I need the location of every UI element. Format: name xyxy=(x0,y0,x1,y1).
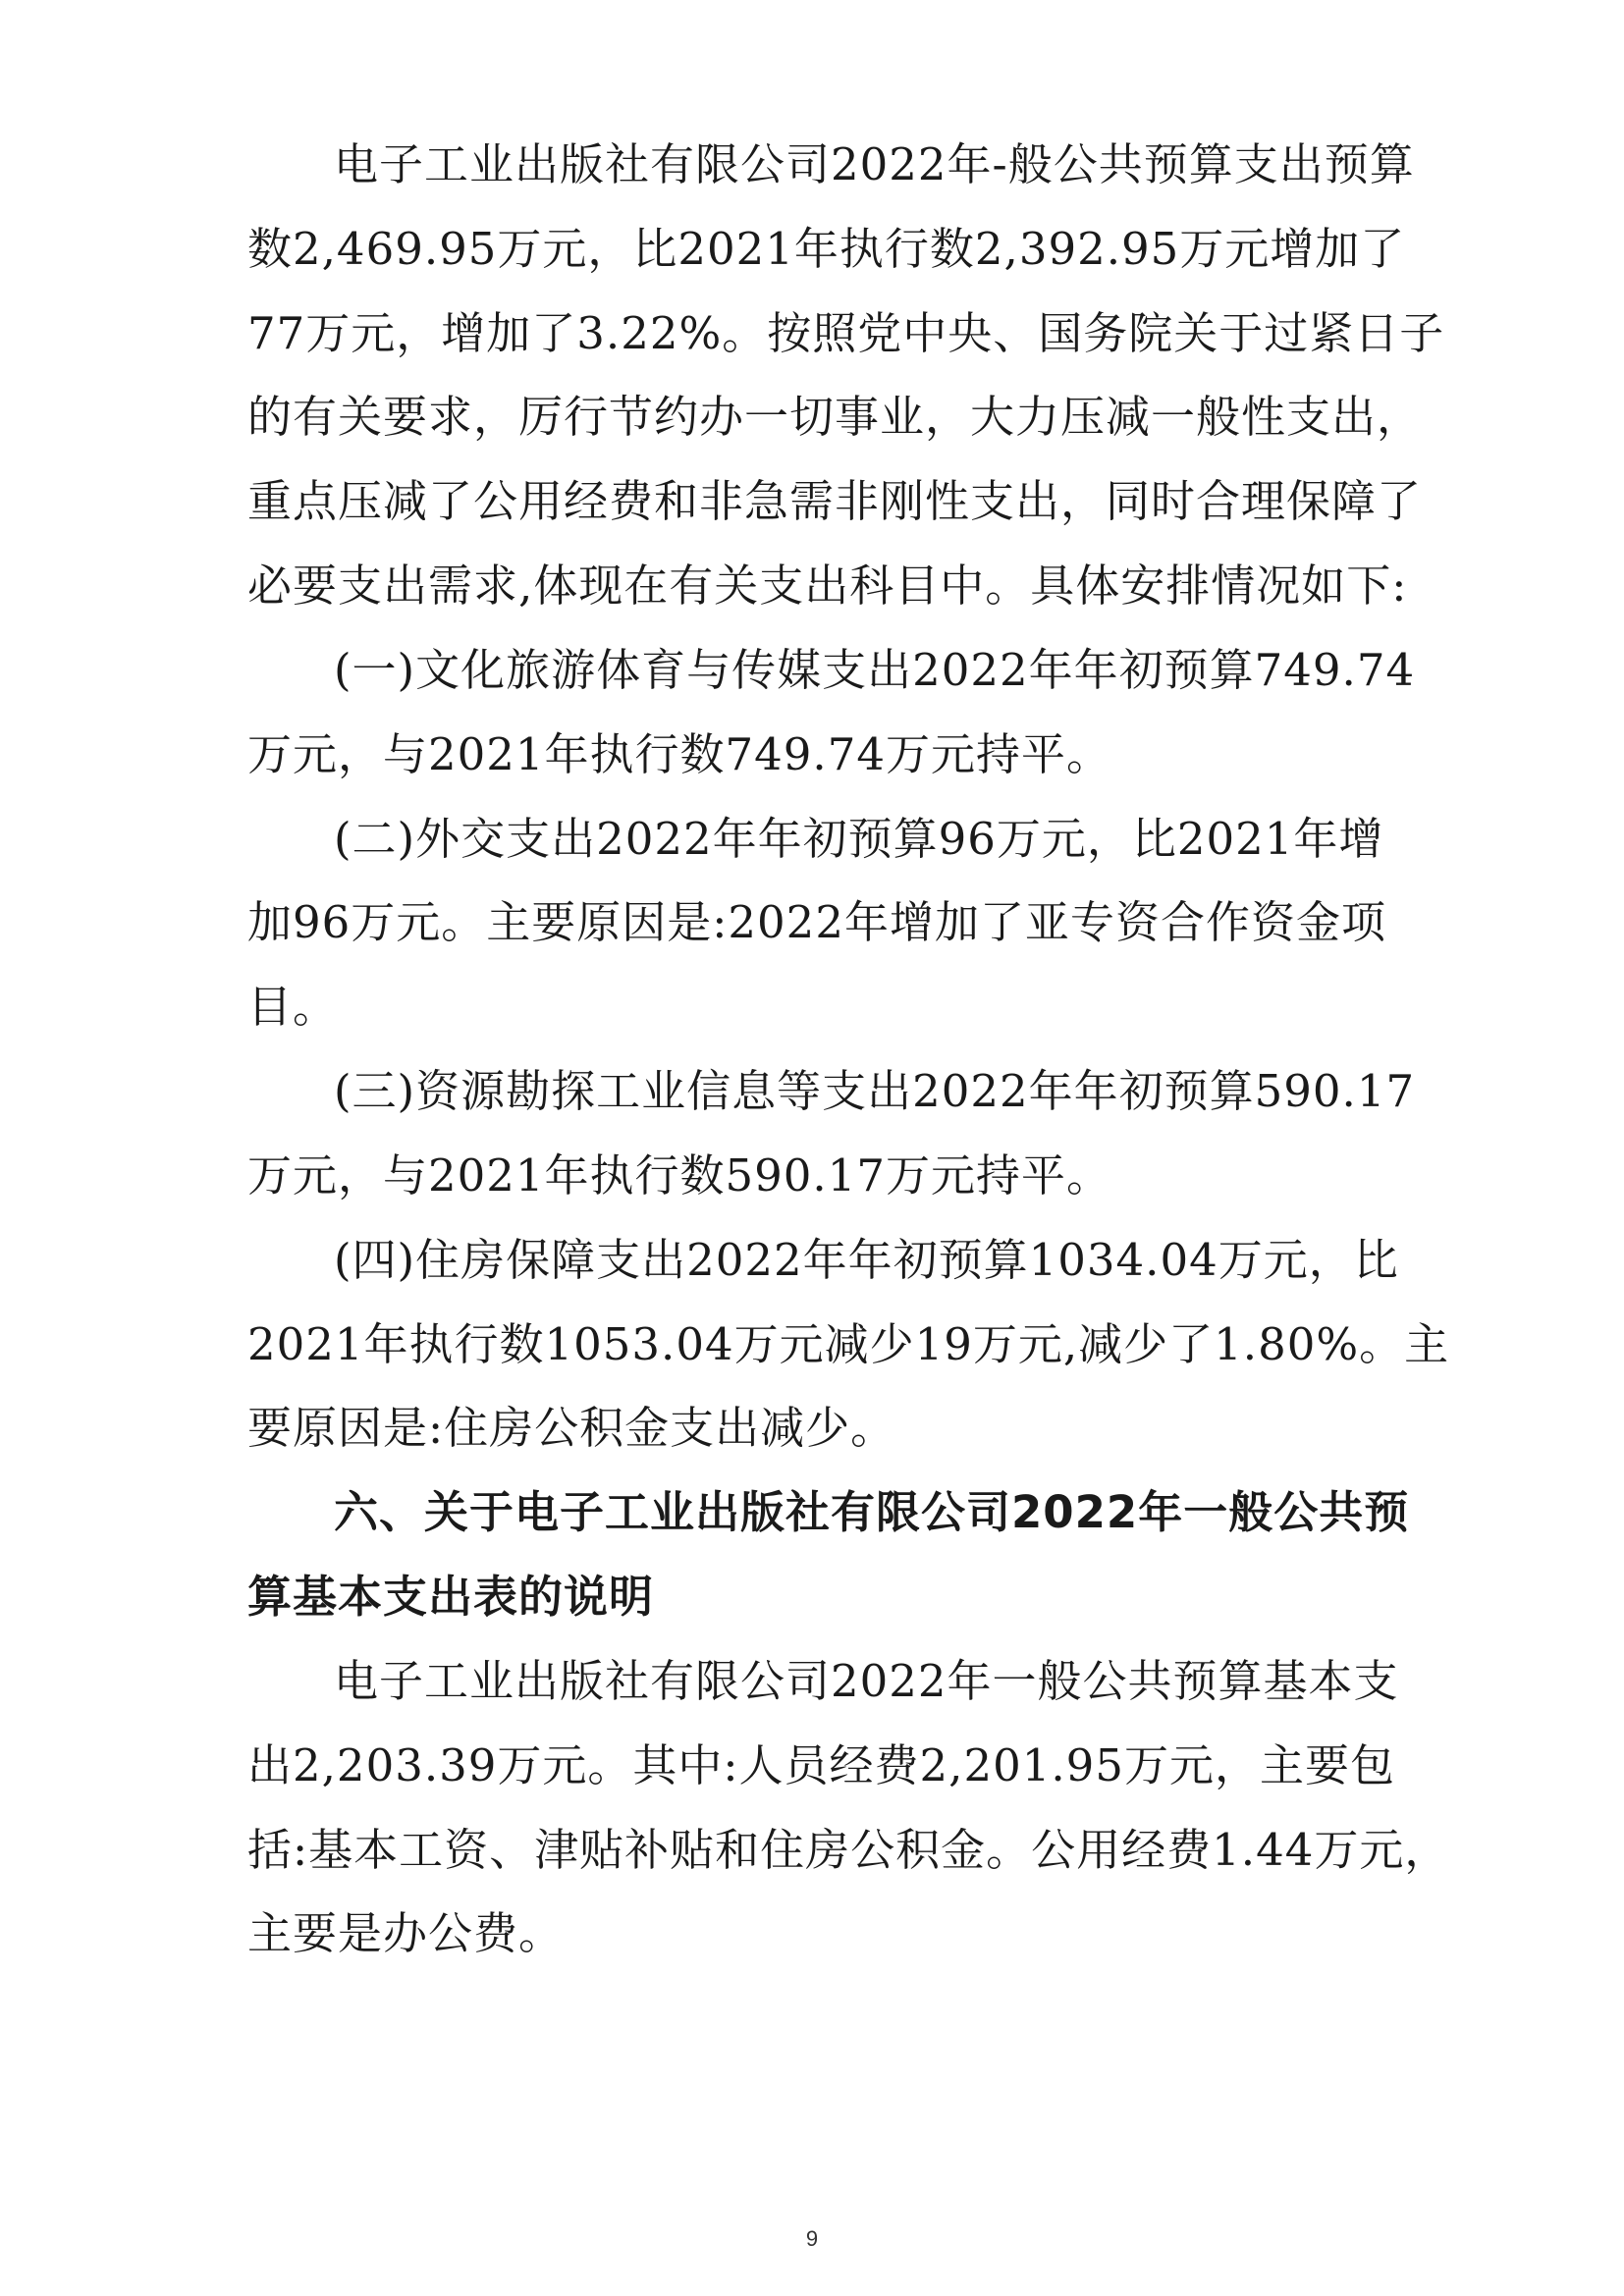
item-4-line-3: 要原因是:住房公积金支出减少。 xyxy=(247,1402,896,1454)
item-2-line-2: 加96万元。主要原因是:2022年增加了亚专资合作资金项 xyxy=(247,896,1386,948)
paragraph-1-line-6: 必要支出需求,体现在有关支出科目中。具体安排情况如下: xyxy=(247,560,1408,612)
paragraph-2-line-3: 括:基本工资、津贴补贴和住房公积金。公用经费1.44万元， xyxy=(247,1824,1450,1876)
item-2-line-1: (二)外交支出2022年年初预算96万元，比2021年增 xyxy=(334,813,1384,865)
paragraph-1-line-5: 重点压减了公用经费和非急需非刚性支出，同时合理保障了 xyxy=(247,475,1423,527)
item-2-line-3: 目。 xyxy=(247,981,339,1033)
item-4-line-1: (四)住房保障支出2022年年初预算1034.04万元，比 xyxy=(334,1234,1399,1286)
paragraph-1-line-1: 电子工业出版社有限公司2022年-般公共预算支出预算 xyxy=(334,138,1415,190)
paragraph-2-line-1: 电子工业出版社有限公司2022年一般公共预算基本支 xyxy=(334,1655,1399,1707)
paragraph-1-line-4: 的有关要求，厉行节约办一切事业，大力压减一般性支出， xyxy=(247,391,1423,443)
section-heading-line-2: 算基本支出表的说明 xyxy=(247,1571,655,1623)
paragraph-2-line-2: 出2,203.39万元。其中:人员经费2,201.95万元，主要包 xyxy=(247,1739,1395,1791)
paragraph-1-line-2: 数2,469.95万元，比2021年执行数2,392.95万元增加了 xyxy=(247,223,1406,275)
item-4-line-2: 2021年执行数1053.04万元减少19万元,减少了1.80%。主 xyxy=(247,1318,1450,1370)
item-3-line-2: 万元，与2021年执行数590.17万元持平。 xyxy=(247,1149,1111,1201)
section-heading-line-1: 六、关于电子工业出版社有限公司2022年一般公共预 xyxy=(334,1486,1410,1538)
page-number: 9 xyxy=(805,2226,819,2251)
paragraph-1-line-3: 77万元，增加了3.22%。按照党中央、国务院关于过紧日子 xyxy=(247,307,1445,359)
item-1-line-2: 万元，与2021年执行数749.74万元持平。 xyxy=(247,728,1111,780)
item-1-line-1: (一)文化旅游体育与传媒支出2022年年初预算749.74 xyxy=(334,644,1416,696)
paragraph-2-line-4: 主要是办公费。 xyxy=(247,1907,565,1959)
item-3-line-1: (三)资源勘探工业信息等支出2022年年初预算590.17 xyxy=(334,1065,1416,1117)
